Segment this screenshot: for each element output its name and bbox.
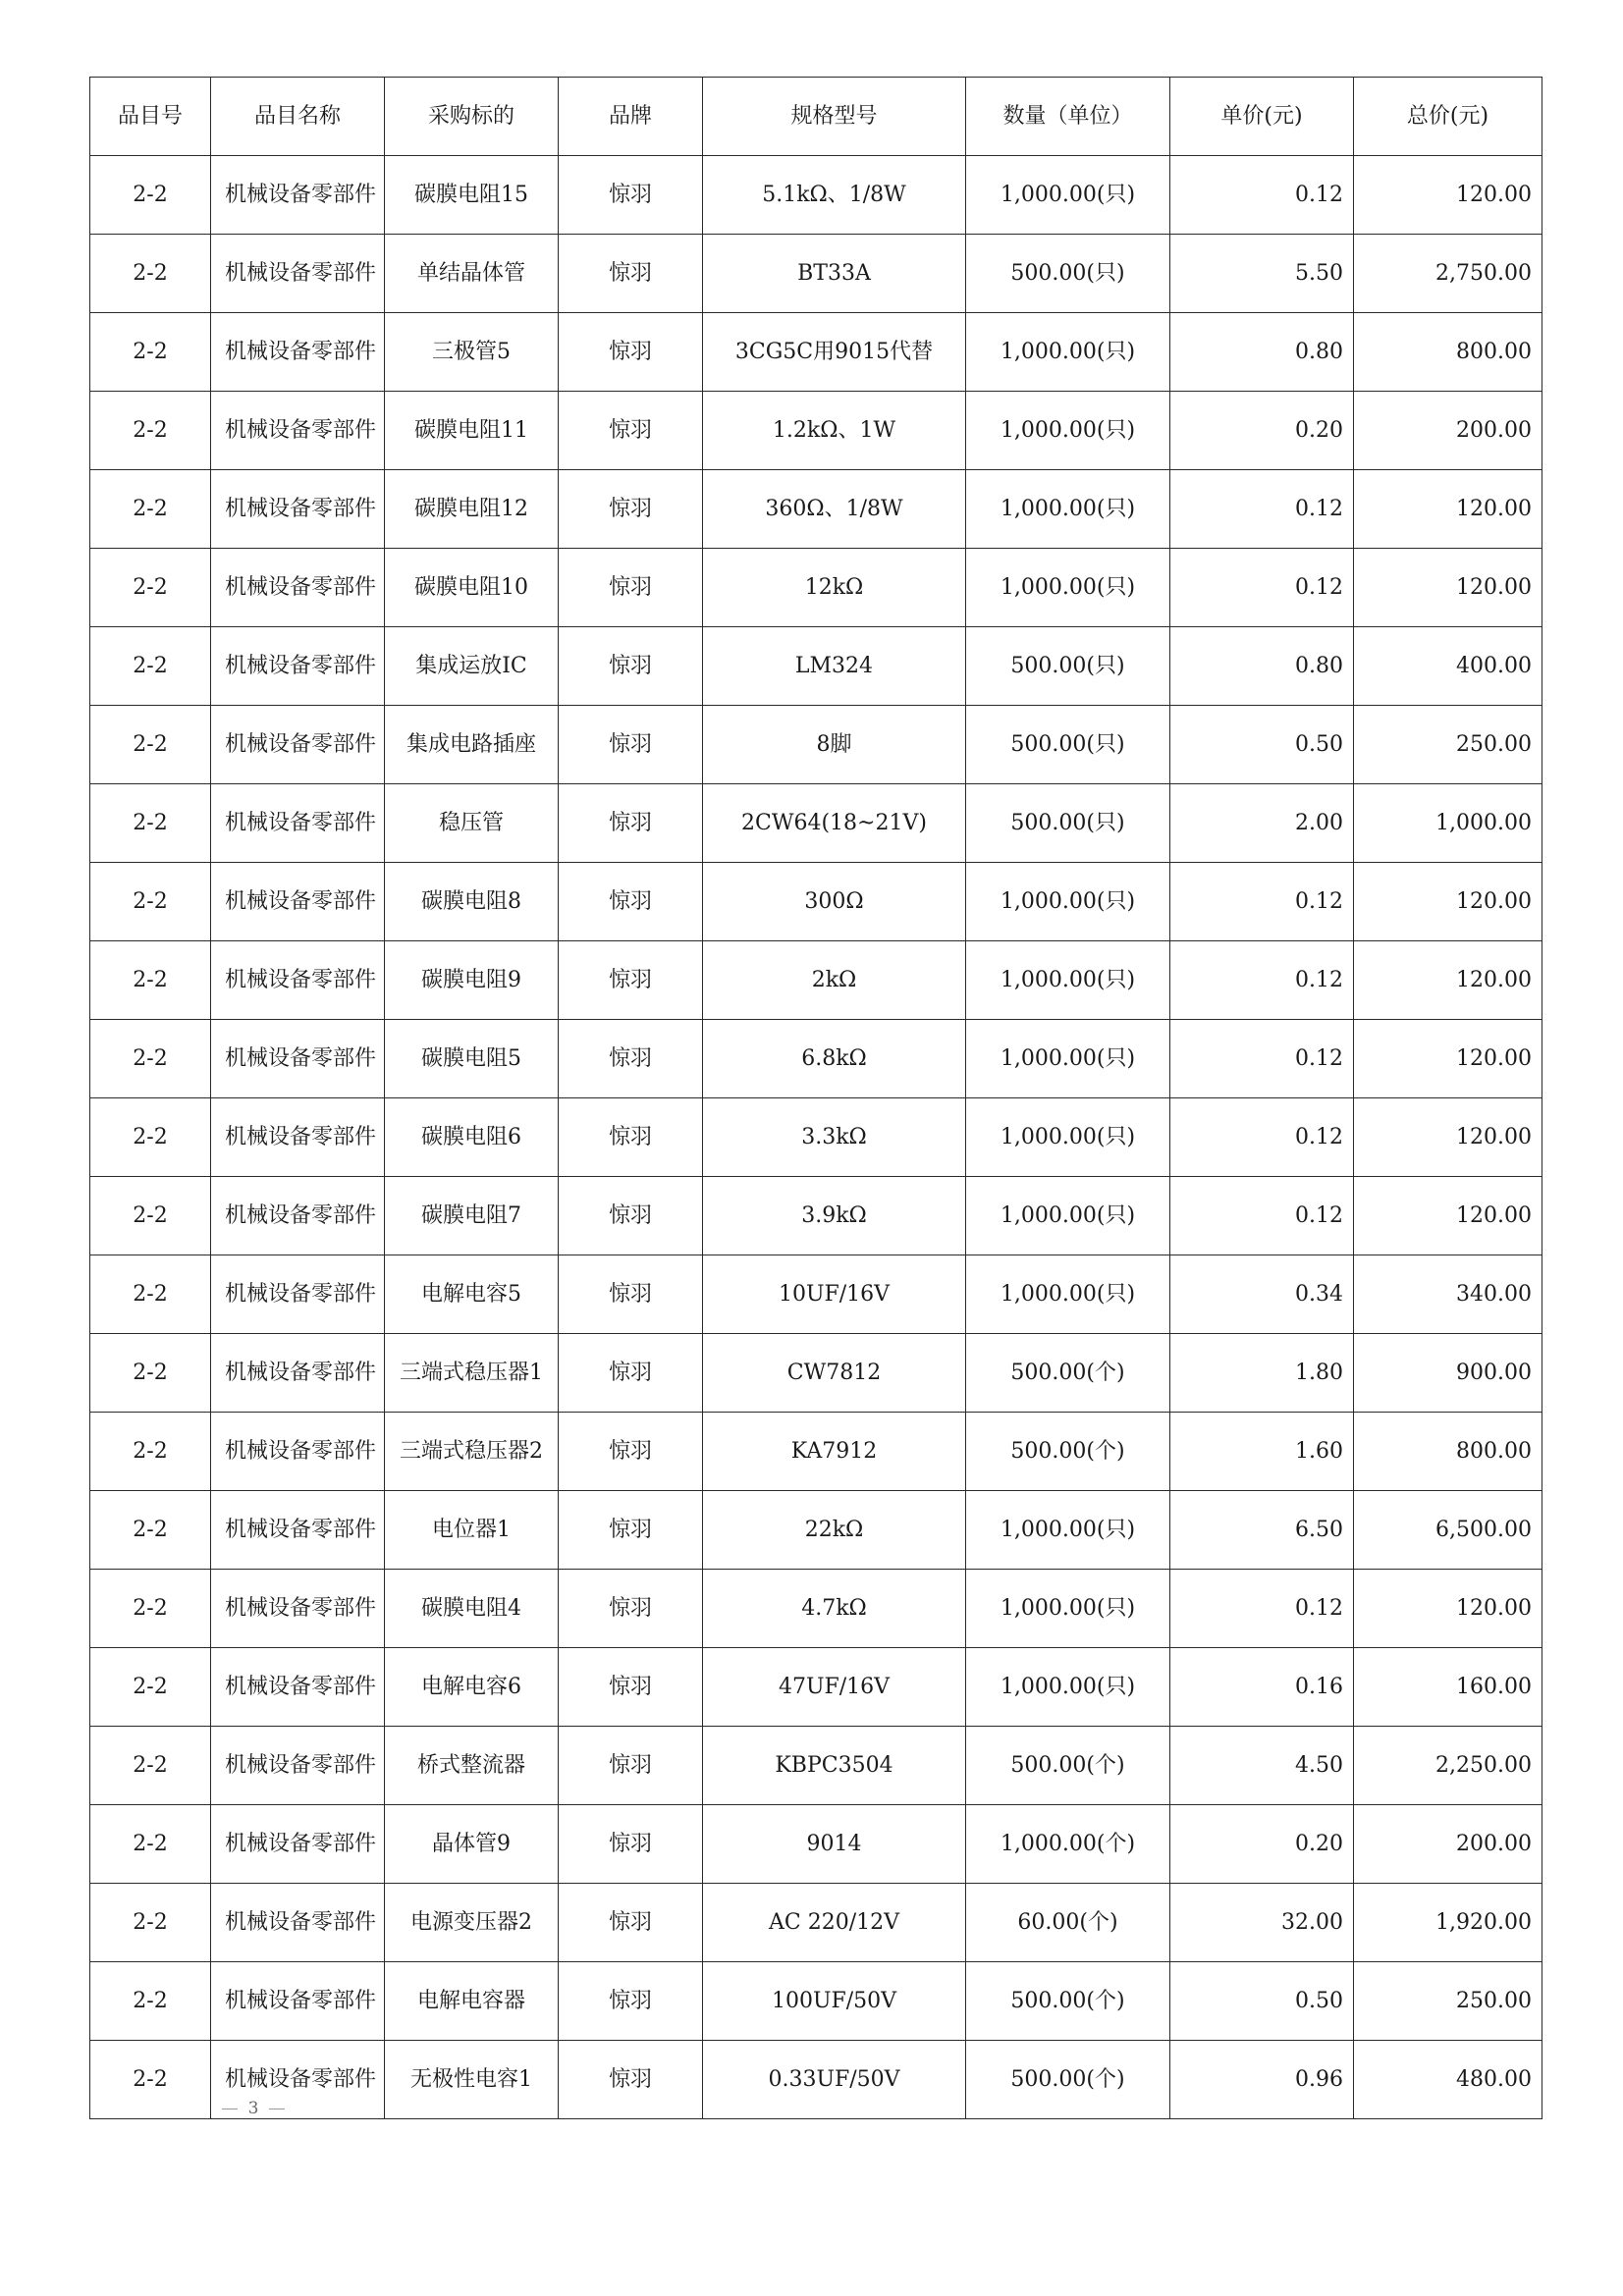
cell-item-no: 2-2 [90, 1884, 211, 1962]
cell-spec: 4.7kΩ [703, 1570, 966, 1648]
cell-item-name: 机械设备零部件 [211, 1727, 385, 1805]
cell-quantity: 500.00(只) [966, 627, 1170, 706]
header-item-no: 品目号 [90, 78, 211, 156]
table-row [90, 784, 1542, 863]
cell-subject: 碳膜电阻9 [385, 941, 559, 1020]
cell-item-name: 机械设备零部件 [211, 1805, 385, 1884]
table-row [90, 392, 1542, 470]
cell-subject: 碳膜电阻6 [385, 1098, 559, 1177]
cell-total-price: 120.00 [1354, 156, 1542, 235]
header-total-price: 总价(元) [1354, 78, 1542, 156]
cell-total-price: 120.00 [1354, 470, 1542, 549]
header-quantity: 数量（单位） [966, 78, 1170, 156]
cell-subject: 电源变压器2 [385, 1884, 559, 1962]
cell-item-no: 2-2 [90, 2041, 211, 2119]
cell-quantity: 1,000.00(只) [966, 941, 1170, 1020]
cell-total-price: 800.00 [1354, 313, 1542, 392]
cell-total-price: 2,750.00 [1354, 235, 1542, 313]
cell-subject: 三端式稳压器2 [385, 1413, 559, 1491]
cell-quantity: 1,000.00(只) [966, 313, 1170, 392]
cell-subject: 电解电容器 [385, 1962, 559, 2041]
cell-total-price: 200.00 [1354, 392, 1542, 470]
page-number: 3 [218, 2099, 289, 2118]
cell-subject: 碳膜电阻7 [385, 1177, 559, 1255]
cell-total-price: 2,250.00 [1354, 1727, 1542, 1805]
cell-item-name: 机械设备零部件 [211, 863, 385, 941]
cell-total-price: 6,500.00 [1354, 1491, 1542, 1570]
cell-quantity: 1,000.00(只) [966, 470, 1170, 549]
cell-item-no: 2-2 [90, 1020, 211, 1098]
cell-unit-price: 0.12 [1170, 1020, 1354, 1098]
cell-brand: 惊羽 [559, 470, 703, 549]
cell-total-price: 340.00 [1354, 1255, 1542, 1334]
cell-item-no: 2-2 [90, 1334, 211, 1413]
cell-spec: 9014 [703, 1805, 966, 1884]
cell-item-name: 机械设备零部件 [211, 1570, 385, 1648]
table-row [90, 156, 1542, 235]
table-row [90, 470, 1542, 549]
cell-brand: 惊羽 [559, 1413, 703, 1491]
cell-item-no: 2-2 [90, 313, 211, 392]
cell-unit-price: 0.12 [1170, 941, 1354, 1020]
cell-spec: 8脚 [703, 706, 966, 784]
header-subject: 采购标的 [385, 78, 559, 156]
cell-item-name: 机械设备零部件 [211, 706, 385, 784]
table-row [90, 1255, 1542, 1334]
cell-brand: 惊羽 [559, 1020, 703, 1098]
cell-item-no: 2-2 [90, 784, 211, 863]
cell-item-name: 机械设备零部件 [211, 1255, 385, 1334]
cell-total-price: 120.00 [1354, 549, 1542, 627]
cell-item-no: 2-2 [90, 941, 211, 1020]
cell-total-price: 120.00 [1354, 1570, 1542, 1648]
cell-item-name: 机械设备零部件 [211, 392, 385, 470]
cell-brand: 惊羽 [559, 2041, 703, 2119]
cell-brand: 惊羽 [559, 1255, 703, 1334]
cell-quantity: 500.00(个) [966, 1727, 1170, 1805]
cell-subject: 集成电路插座 [385, 706, 559, 784]
cell-total-price: 900.00 [1354, 1334, 1542, 1413]
cell-subject: 碳膜电阻10 [385, 549, 559, 627]
cell-brand: 惊羽 [559, 1177, 703, 1255]
cell-spec: 2CW64(18~21V) [703, 784, 966, 863]
cell-subject: 单结晶体管 [385, 235, 559, 313]
cell-spec: 100UF/50V [703, 1962, 966, 2041]
cell-item-name: 机械设备零部件 [211, 1020, 385, 1098]
header-brand: 品牌 [559, 78, 703, 156]
cell-item-name: 机械设备零部件 [211, 1491, 385, 1570]
cell-spec: 5.1kΩ、1/8W [703, 156, 966, 235]
table-row [90, 1570, 1542, 1648]
table-row [90, 1098, 1542, 1177]
table-row [90, 1020, 1542, 1098]
cell-brand: 惊羽 [559, 235, 703, 313]
cell-item-no: 2-2 [90, 1727, 211, 1805]
cell-quantity: 1,000.00(只) [966, 392, 1170, 470]
cell-subject: 无极性电容1 [385, 2041, 559, 2119]
cell-total-price: 200.00 [1354, 1805, 1542, 1884]
cell-spec: 22kΩ [703, 1491, 966, 1570]
cell-spec: LM324 [703, 627, 966, 706]
cell-item-name: 机械设备零部件 [211, 235, 385, 313]
cell-total-price: 480.00 [1354, 2041, 1542, 2119]
cell-item-name: 机械设备零部件 [211, 1098, 385, 1177]
cell-spec: CW7812 [703, 1334, 966, 1413]
cell-spec: 2kΩ [703, 941, 966, 1020]
cell-total-price: 120.00 [1354, 1177, 1542, 1255]
cell-brand: 惊羽 [559, 313, 703, 392]
cell-unit-price: 0.20 [1170, 392, 1354, 470]
cell-brand: 惊羽 [559, 706, 703, 784]
cell-item-no: 2-2 [90, 1962, 211, 2041]
table-row [90, 313, 1542, 392]
cell-subject: 稳压管 [385, 784, 559, 863]
cell-item-no: 2-2 [90, 1805, 211, 1884]
table-row [90, 706, 1542, 784]
cell-quantity: 60.00(个) [966, 1884, 1170, 1962]
cell-subject: 碳膜电阻5 [385, 1020, 559, 1098]
cell-item-no: 2-2 [90, 235, 211, 313]
cell-subject: 碳膜电阻4 [385, 1570, 559, 1648]
cell-item-name: 机械设备零部件 [211, 784, 385, 863]
cell-unit-price: 1.60 [1170, 1413, 1354, 1491]
cell-quantity: 500.00(个) [966, 1413, 1170, 1491]
cell-brand: 惊羽 [559, 392, 703, 470]
table-row [90, 1727, 1542, 1805]
cell-brand: 惊羽 [559, 156, 703, 235]
cell-unit-price: 4.50 [1170, 1727, 1354, 1805]
cell-item-name: 机械设备零部件 [211, 941, 385, 1020]
cell-spec: 360Ω、1/8W [703, 470, 966, 549]
cell-spec: 1.2kΩ、1W [703, 392, 966, 470]
cell-subject: 碳膜电阻8 [385, 863, 559, 941]
cell-quantity: 500.00(只) [966, 706, 1170, 784]
cell-unit-price: 0.34 [1170, 1255, 1354, 1334]
cell-spec: 3CG5C用9015代替 [703, 313, 966, 392]
cell-quantity: 500.00(只) [966, 235, 1170, 313]
cell-quantity: 500.00(个) [966, 2041, 1170, 2119]
cell-item-no: 2-2 [90, 1413, 211, 1491]
table-row [90, 941, 1542, 1020]
cell-quantity: 1,000.00(只) [966, 1020, 1170, 1098]
cell-quantity: 1,000.00(个) [966, 1805, 1170, 1884]
cell-unit-price: 0.12 [1170, 1570, 1354, 1648]
cell-item-name: 机械设备零部件 [211, 1648, 385, 1727]
cell-quantity: 1,000.00(只) [966, 549, 1170, 627]
cell-item-name: 机械设备零部件 [211, 1962, 385, 2041]
table-row [90, 235, 1542, 313]
cell-total-price: 160.00 [1354, 1648, 1542, 1727]
cell-item-no: 2-2 [90, 1255, 211, 1334]
cell-subject: 晶体管9 [385, 1805, 559, 1884]
cell-item-name: 机械设备零部件 [211, 313, 385, 392]
cell-unit-price: 0.50 [1170, 706, 1354, 784]
cell-spec: BT33A [703, 235, 966, 313]
cell-quantity: 1,000.00(只) [966, 1098, 1170, 1177]
cell-item-no: 2-2 [90, 392, 211, 470]
cell-unit-price: 0.12 [1170, 1098, 1354, 1177]
cell-brand: 惊羽 [559, 863, 703, 941]
cell-total-price: 120.00 [1354, 863, 1542, 941]
cell-spec: 300Ω [703, 863, 966, 941]
cell-item-name: 机械设备零部件 [211, 1884, 385, 1962]
cell-quantity: 500.00(只) [966, 784, 1170, 863]
cell-total-price: 120.00 [1354, 1098, 1542, 1177]
cell-unit-price: 1.80 [1170, 1334, 1354, 1413]
cell-quantity: 500.00(个) [966, 1334, 1170, 1413]
cell-item-name: 机械设备零部件 [211, 470, 385, 549]
cell-brand: 惊羽 [559, 1727, 703, 1805]
cell-item-no: 2-2 [90, 1098, 211, 1177]
cell-subject: 碳膜电阻11 [385, 392, 559, 470]
cell-quantity: 1,000.00(只) [966, 1177, 1170, 1255]
table-row [90, 1491, 1542, 1570]
table-row [90, 2041, 1542, 2119]
table-row [90, 1413, 1542, 1491]
table-row [90, 1805, 1542, 1884]
cell-quantity: 1,000.00(只) [966, 863, 1170, 941]
cell-unit-price: 0.12 [1170, 1177, 1354, 1255]
cell-unit-price: 0.50 [1170, 1962, 1354, 2041]
cell-unit-price: 5.50 [1170, 235, 1354, 313]
procurement-table [89, 77, 1542, 2119]
cell-unit-price: 0.80 [1170, 313, 1354, 392]
cell-unit-price: 0.12 [1170, 549, 1354, 627]
cell-item-no: 2-2 [90, 1648, 211, 1727]
cell-item-name: 机械设备零部件 [211, 549, 385, 627]
cell-unit-price: 0.96 [1170, 2041, 1354, 2119]
cell-brand: 惊羽 [559, 1491, 703, 1570]
cell-total-price: 250.00 [1354, 706, 1542, 784]
cell-brand: 惊羽 [559, 1648, 703, 1727]
cell-item-name: 机械设备零部件 [211, 156, 385, 235]
cell-unit-price: 0.80 [1170, 627, 1354, 706]
cell-brand: 惊羽 [559, 1098, 703, 1177]
cell-item-no: 2-2 [90, 470, 211, 549]
cell-spec: KA7912 [703, 1413, 966, 1491]
cell-total-price: 800.00 [1354, 1413, 1542, 1491]
table-row [90, 863, 1542, 941]
cell-item-name: 机械设备零部件 [211, 2041, 385, 2119]
cell-brand: 惊羽 [559, 1805, 703, 1884]
cell-quantity: 1,000.00(只) [966, 1570, 1170, 1648]
table-row [90, 627, 1542, 706]
cell-spec: 3.9kΩ [703, 1177, 966, 1255]
header-row [90, 78, 1542, 156]
cell-unit-price: 0.16 [1170, 1648, 1354, 1727]
cell-total-price: 1,920.00 [1354, 1884, 1542, 1962]
cell-item-no: 2-2 [90, 627, 211, 706]
cell-subject: 桥式整流器 [385, 1727, 559, 1805]
cell-total-price: 250.00 [1354, 1962, 1542, 2041]
cell-item-no: 2-2 [90, 1177, 211, 1255]
cell-total-price: 400.00 [1354, 627, 1542, 706]
cell-item-name: 机械设备零部件 [211, 1413, 385, 1491]
cell-subject: 集成运放IC [385, 627, 559, 706]
cell-total-price: 120.00 [1354, 941, 1542, 1020]
cell-item-no: 2-2 [90, 706, 211, 784]
cell-brand: 惊羽 [559, 627, 703, 706]
table-row [90, 1884, 1542, 1962]
cell-spec: 3.3kΩ [703, 1098, 966, 1177]
cell-spec: 47UF/16V [703, 1648, 966, 1727]
cell-spec: 12kΩ [703, 549, 966, 627]
cell-quantity: 1,000.00(只) [966, 1491, 1170, 1570]
header-spec: 规格型号 [703, 78, 966, 156]
cell-brand: 惊羽 [559, 1570, 703, 1648]
cell-unit-price: 2.00 [1170, 784, 1354, 863]
cell-quantity: 1,000.00(只) [966, 156, 1170, 235]
cell-subject: 碳膜电阻12 [385, 470, 559, 549]
cell-subject: 电解电容6 [385, 1648, 559, 1727]
cell-unit-price: 0.12 [1170, 156, 1354, 235]
cell-subject: 电位器1 [385, 1491, 559, 1570]
cell-total-price: 120.00 [1354, 1020, 1542, 1098]
cell-spec: 10UF/16V [703, 1255, 966, 1334]
cell-brand: 惊羽 [559, 1334, 703, 1413]
cell-item-no: 2-2 [90, 863, 211, 941]
cell-brand: 惊羽 [559, 1962, 703, 2041]
cell-brand: 惊羽 [559, 549, 703, 627]
cell-spec: KBPC3504 [703, 1727, 966, 1805]
cell-quantity: 500.00(个) [966, 1962, 1170, 2041]
cell-subject: 三端式稳压器1 [385, 1334, 559, 1413]
cell-brand: 惊羽 [559, 1884, 703, 1962]
cell-unit-price: 0.12 [1170, 470, 1354, 549]
cell-item-name: 机械设备零部件 [211, 1334, 385, 1413]
cell-quantity: 1,000.00(只) [966, 1255, 1170, 1334]
table-row [90, 549, 1542, 627]
cell-item-no: 2-2 [90, 1491, 211, 1570]
header-unit-price: 单价(元) [1170, 78, 1354, 156]
cell-spec: 6.8kΩ [703, 1020, 966, 1098]
cell-quantity: 1,000.00(只) [966, 1648, 1170, 1727]
cell-item-no: 2-2 [90, 156, 211, 235]
cell-unit-price: 32.00 [1170, 1884, 1354, 1962]
cell-item-no: 2-2 [90, 1570, 211, 1648]
cell-unit-price: 6.50 [1170, 1491, 1354, 1570]
table-row [90, 1648, 1542, 1727]
cell-total-price: 1,000.00 [1354, 784, 1542, 863]
header-item-name: 品目名称 [211, 78, 385, 156]
cell-item-no: 2-2 [90, 549, 211, 627]
cell-subject: 碳膜电阻15 [385, 156, 559, 235]
table-body [90, 156, 1542, 2119]
cell-unit-price: 0.12 [1170, 863, 1354, 941]
table-row [90, 1334, 1542, 1413]
cell-brand: 惊羽 [559, 784, 703, 863]
cell-item-name: 机械设备零部件 [211, 1177, 385, 1255]
cell-spec: 0.33UF/50V [703, 2041, 966, 2119]
table-row [90, 1177, 1542, 1255]
cell-subject: 电解电容5 [385, 1255, 559, 1334]
cell-spec: AC 220/12V [703, 1884, 966, 1962]
cell-unit-price: 0.20 [1170, 1805, 1354, 1884]
cell-item-name: 机械设备零部件 [211, 627, 385, 706]
cell-subject: 三极管5 [385, 313, 559, 392]
table-row [90, 1962, 1542, 2041]
cell-brand: 惊羽 [559, 941, 703, 1020]
